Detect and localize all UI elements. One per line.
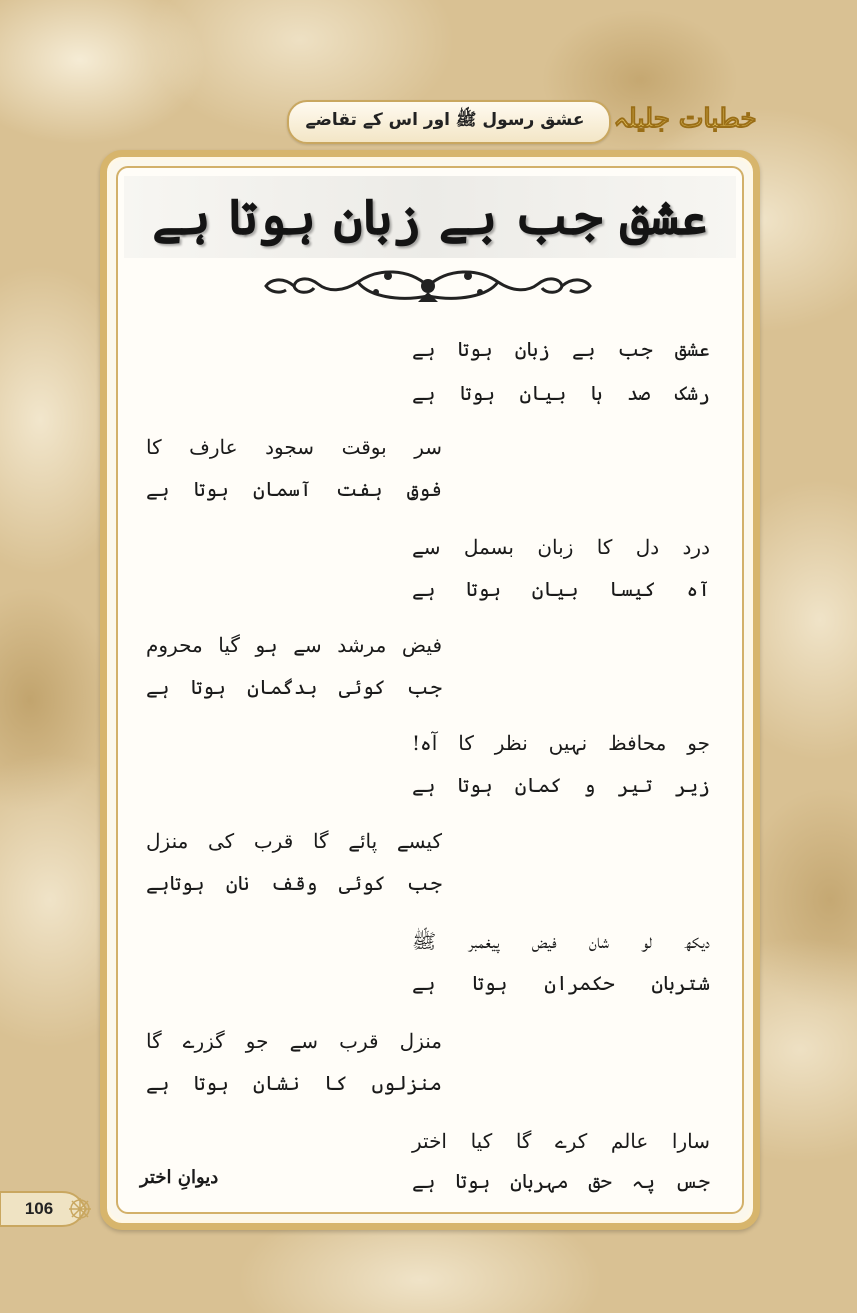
couplet-5-line-1: جو محافظ نہیں نظر کا آہ! [412,731,710,755]
couplet-2-line-1: سر بوقت سجود عارف کا [146,435,442,459]
couplet-8-line-1: منزل قرب سے جو گزرے گا [146,1029,442,1053]
couplet-4-line-1: فیض مرشد سے ہو گیا محروم [146,633,442,657]
couplet-1-line-2: رشک صد ہا بیان ہوتا ہے [412,381,710,405]
page-number: 106 [24,1199,54,1218]
couplet-8-line-2: منزلوں کا نشان ہوتا ہے [146,1071,442,1095]
couplet-3-line-2: آہ کیسا بیان ہوتا ہے [412,577,710,601]
header-subtitle: عشق رسول ﷺ اور اس کے تقاضے [305,110,585,130]
couplet-9-line-2: جس پہ حق مہربان ہوتا ہے [412,1169,710,1193]
page-title: عشق جب بے زبان ہوتا ہے [152,187,708,246]
ornament-divider-icon [258,262,598,310]
couplet-3-line-1: درد دل کا زبان بسمل سے [412,535,710,559]
author-attribution: دیوانِ اختر [140,1167,219,1188]
couplet-2-line-2: فوقِ ہفت آسمان ہوتا ہے [146,477,442,501]
header-brand: خطبات جلیلہ [613,104,757,134]
couplet-5-line-2: زیر تیر و کمان ہوتا ہے [412,773,710,797]
couplet-7-line-2: شتربان حکمران ہوتا ہے [412,971,710,995]
couplet-4-line-2: جب کوئی بدگمان ہوتا ہے [146,675,442,699]
couplet-1-line-1: عشق جب بے زبان ہوتا ہے [412,337,710,361]
couplet-6-line-1: کیسے پائے گا قرب کی منزل [146,829,442,853]
couplet-9-line-1: سارا عالم کرے گا کیا اختر [412,1129,710,1153]
couplet-6-line-2: جب کوئی وقف نان ہوتاہے [146,871,442,895]
couplet-7-line-1: دیکھ لو شان فیض پیغمبر ﷺ [412,929,710,953]
